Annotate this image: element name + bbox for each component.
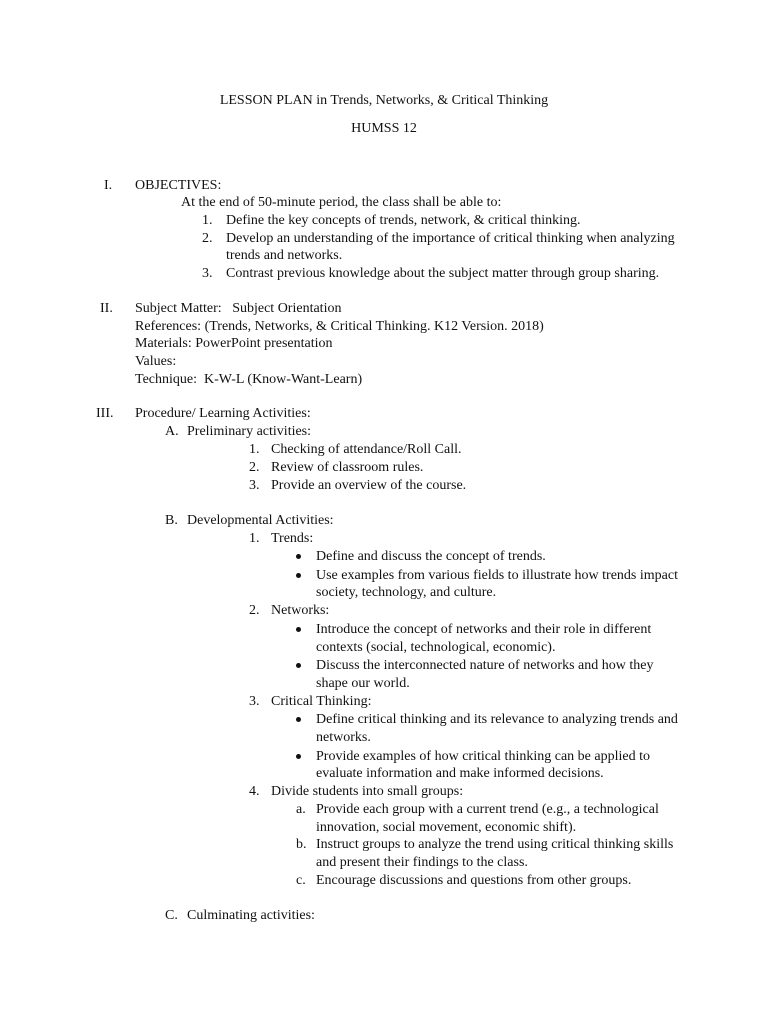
group-item-text: Provide each group with a current trend (e.g., a technological (316, 802, 659, 817)
objective-number: 3. (202, 266, 213, 281)
bullet-text-continued: shape our world. (316, 676, 410, 691)
objective-number: 1. (202, 213, 213, 228)
subsection-letter: A. (165, 424, 179, 439)
item-number: 1. (249, 442, 260, 457)
bullet-text: Provide examples of how critical thinking can be applied to (316, 749, 650, 764)
item-letter: b. (296, 837, 307, 852)
developmental-heading: Developmental Activities: (187, 513, 334, 528)
item-letter: a. (296, 802, 306, 817)
bullet-text: Define critical thinking and its relevance to analyzing trends and (316, 712, 678, 727)
item-number: 1. (249, 531, 260, 546)
subject-matter: Subject Matter: Subject Orientation (135, 301, 342, 316)
document-subtitle: HUMSS 12 (351, 121, 417, 136)
objectives-intro: At the end of 50-minute period, the class shall be able to: (181, 195, 502, 210)
bullet-text-continued: contexts (social, technological, economic). (316, 640, 556, 655)
bullet-text: Use examples from various fields to illustrate how trends impact (316, 568, 678, 583)
item-letter: c. (296, 873, 306, 888)
section-numeral-i: I. (104, 178, 113, 193)
bullet-icon (296, 573, 301, 578)
bullet-text: Introduce the concept of networks and their role in different (316, 622, 652, 637)
groups-heading: Divide students into small groups: (271, 784, 464, 799)
preliminary-heading: Preliminary activities: (187, 424, 312, 439)
group-item-text-continued: innovation, social movement, economic shift). (316, 820, 577, 835)
subsection-letter: C. (165, 908, 178, 923)
procedure-heading: Procedure/ Learning Activities: (135, 406, 311, 421)
item-number: 3. (249, 694, 260, 709)
objective-text-continued: trends and networks. (226, 248, 343, 263)
group-item-text: Instruct groups to analyze the trend using critical thinking skills (316, 837, 674, 852)
preliminary-item: Checking of attendance/Roll Call. (271, 442, 462, 457)
bullet-text: Define and discuss the concept of trends. (316, 549, 546, 564)
subsection-letter: B. (165, 513, 178, 528)
item-number: 4. (249, 784, 260, 799)
critical-thinking-heading: Critical Thinking: (271, 694, 372, 709)
networks-heading: Networks: (271, 603, 330, 618)
preliminary-item: Review of classroom rules. (271, 460, 424, 475)
bullet-text: Discuss the interconnected nature of networks and how they (316, 658, 654, 673)
objectives-heading: OBJECTIVES: (135, 178, 222, 193)
technique: Technique: K-W-L (Know-Want-Learn) (135, 372, 363, 387)
bullet-text-continued: society, technology, and culture. (316, 585, 497, 600)
bullet-icon (296, 754, 301, 759)
objective-text: Contrast previous knowledge about the subject matter through group sharing. (226, 266, 660, 281)
preliminary-item: Provide an overview of the course. (271, 478, 467, 493)
group-item-text-continued: and present their findings to the class. (316, 855, 528, 870)
bullet-icon (296, 663, 301, 668)
item-number: 2. (249, 603, 260, 618)
bullet-icon (296, 717, 301, 722)
document-title: LESSON PLAN in Trends, Networks, & Critical Thinking (219, 93, 549, 108)
item-number: 3. (249, 478, 260, 493)
culminating-heading: Culminating activities: (187, 908, 315, 923)
objective-text: Define the key concepts of trends, network, & critical thinking. (226, 213, 581, 228)
objective-text: Develop an understanding of the importance of critical thinking when analyzing (226, 231, 675, 246)
section-numeral-iii: III. (96, 406, 114, 421)
bullet-icon (296, 627, 301, 632)
section-numeral-ii: II. (100, 301, 113, 316)
item-number: 2. (249, 460, 260, 475)
bullet-icon (296, 554, 301, 559)
references: References: (Trends, Networks, & Critical Thinking. K12 Version. 2018) (135, 319, 544, 334)
materials: Materials: PowerPoint presentation (135, 336, 333, 351)
trends-heading: Trends: (271, 531, 314, 546)
group-item-text: Encourage discussions and questions from other groups. (316, 873, 632, 888)
bullet-text-continued: evaluate information and make informed decisions. (316, 766, 604, 781)
bullet-text-continued: networks. (316, 730, 371, 745)
values: Values: (135, 354, 177, 369)
objective-number: 2. (202, 231, 213, 246)
